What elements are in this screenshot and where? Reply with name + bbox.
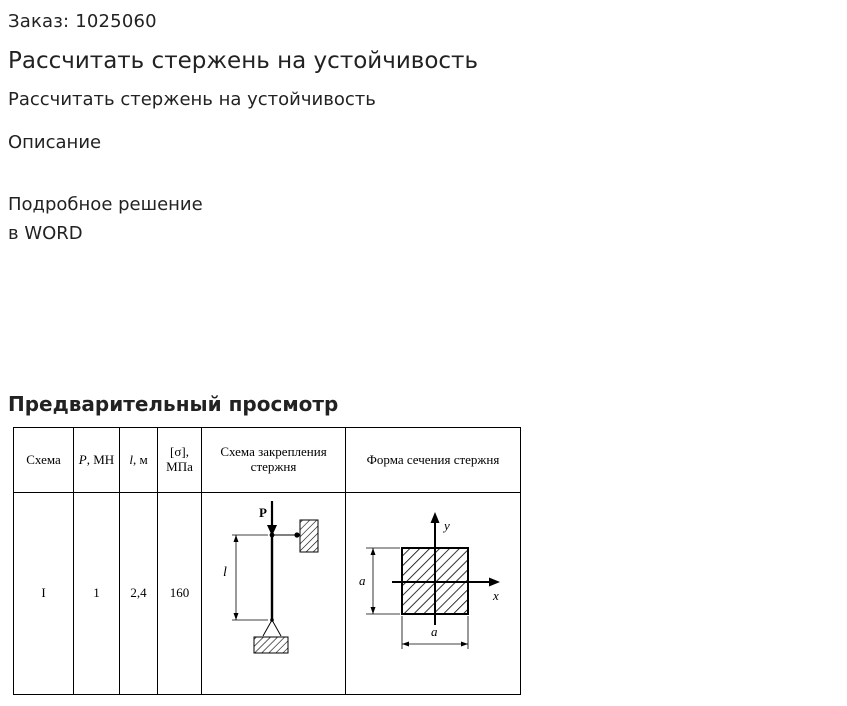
order-number: Заказ: 1025060 (8, 11, 157, 32)
bottom-support (254, 618, 288, 653)
header-force-symbol: P (78, 451, 87, 467)
side-label-bottom: a (431, 624, 438, 639)
section-shape-diagram (346, 493, 521, 690)
header-stress (158, 428, 202, 493)
cell-section-figure (346, 493, 521, 695)
length-dimension (232, 535, 268, 620)
cell-length: 2,4 (120, 493, 158, 695)
force-label: P (259, 505, 267, 520)
header-fixing-line: стержня (250, 459, 297, 474)
page-subtitle: Рассчитать стержень на устойчивость (8, 89, 376, 110)
side-support (270, 520, 318, 552)
header-scheme: Схема (14, 428, 74, 493)
page-title: Рассчитать стержень на устойчивость (8, 48, 478, 74)
header-section-shape: Форма сечения стержня (346, 428, 521, 493)
header-fixing-scheme (202, 428, 346, 493)
header-stress-symbol: [σ], (170, 444, 189, 460)
cell-stress: 160 (158, 493, 202, 695)
header-length (120, 428, 158, 493)
description-line: в WORD (8, 223, 83, 244)
cell-force: 1 (74, 493, 120, 695)
force-arrow (267, 501, 277, 536)
length-label: l (223, 565, 227, 580)
table-header-row (14, 428, 521, 493)
preview-table (13, 427, 521, 695)
description-line: Подробное решение (8, 194, 203, 215)
header-stress-unit: МПа (166, 459, 193, 474)
header-length-symbol: l (129, 451, 133, 467)
table-row (14, 493, 521, 695)
cell-scheme: I (14, 493, 74, 695)
preview-heading: Предварительный просмотр (8, 392, 339, 416)
cell-fixing-figure (202, 493, 346, 695)
fixing-scheme-diagram (202, 493, 346, 690)
description-heading: Описание (8, 132, 102, 153)
side-label-left: a (359, 573, 366, 588)
header-force (74, 428, 120, 493)
header-force-unit: , МН (86, 451, 115, 467)
y-axis-label: y (444, 518, 450, 533)
x-axis-label: x (493, 588, 499, 603)
header-length-unit: , м (132, 451, 148, 467)
header-fixing-line: Схема закрепления (220, 444, 327, 460)
